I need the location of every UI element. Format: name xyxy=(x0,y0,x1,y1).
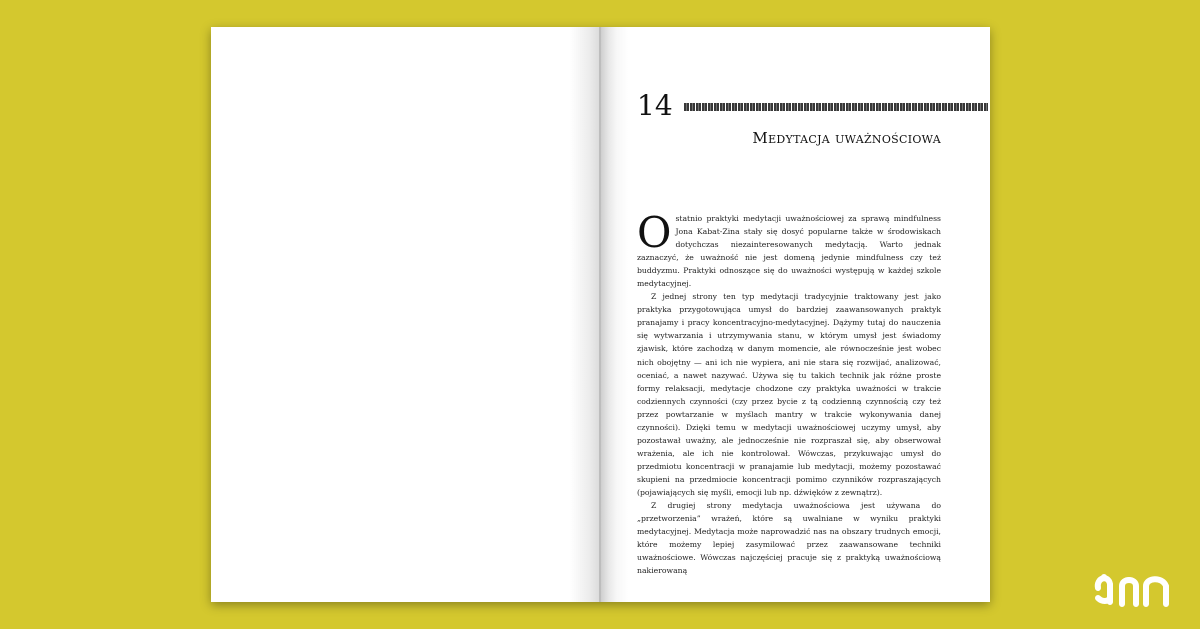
publisher-logo-icon xyxy=(1092,568,1174,608)
right-page xyxy=(601,27,990,602)
paragraph-3: Z drugiej strony medytacja uważnościowa jest używana do „przetworzenia” wrażeń, które są uwalniane w wyniku praktyki medytacyjnej. Medytacja może naprowadzić nas na obszary trudnych emocji, które możemy lepiej zasymilować przez zaawansowane techniki uważnościowe. Wówczas najczęściej pracuje się z praktyką uważnościową nakierowaną xyxy=(637,501,941,576)
chapter-title: Medytacja uważnościowa xyxy=(752,129,941,147)
chapter-number: 14 xyxy=(637,89,673,122)
chapter-ornament-rule xyxy=(684,103,988,111)
left-page xyxy=(211,27,601,602)
paragraph-1 xyxy=(637,208,941,290)
chapter-body-text xyxy=(637,208,941,577)
paragraph-2: Z jednej strony ten typ medytacji tradycyjnie traktowany jest jako praktyka przygotowująca umysł do bardziej zaawansowanych praktyk pranajamy i pracy koncentracyjno-medytacyjnej. Dążymy tutaj do nauczenia się wytwarzania i utrzymywania stanu, w którym umysł jest świadomy zjawisk, które zachodzą w danym momencie, ale równocześnie jest wobec nich obojętny — ani ich nie wypiera, ani nie stara się rozwijać, analizować, oceniać, a nawet nazywać. Używa się tu takich technik jak różne proste formy relaksacji, medytacje chodzone czy praktyka uważności w trakcie codziennych czynności (czy przez bycie z tą codzienną czynnością czy też przez powtarzanie w myślach mantry w trakcie wykonywania danej czynności). Dzięki temu w medytacji uważnościowej uczymy umysł, aby pozostawał uważny, ale jednocześnie nie rozpraszał się, aby obserwował wrażenia, ale ich nie kontrolował. Wówczas, przykuwając umysł do przedmiotu koncentracji w pranajamie lub medytacji, możemy pozostawać skupieni na przedmiocie koncentracji pomimo czynników rozpraszających (pojawiających się myśli, emocji lub np. dźwięków z zewnątrz). xyxy=(637,292,941,497)
drop-cap: O xyxy=(637,208,672,257)
chapter-heading xyxy=(637,89,949,123)
paragraph-1-text: statnio praktyki medytacji uważnościowej za sprawą mindfulness Jona Kabat-Zina stały się dosyć popularne także w środowiskach dotychczas niezainteresowanych medytacją. Warto jednak zaznaczyć, że uważność nie jest domeną jedynie mindfulness czy też buddyzmu. Praktyki odnoszące się do uważności występują w każdej szkole medytacyjnej. xyxy=(637,214,941,289)
open-book xyxy=(211,27,990,602)
